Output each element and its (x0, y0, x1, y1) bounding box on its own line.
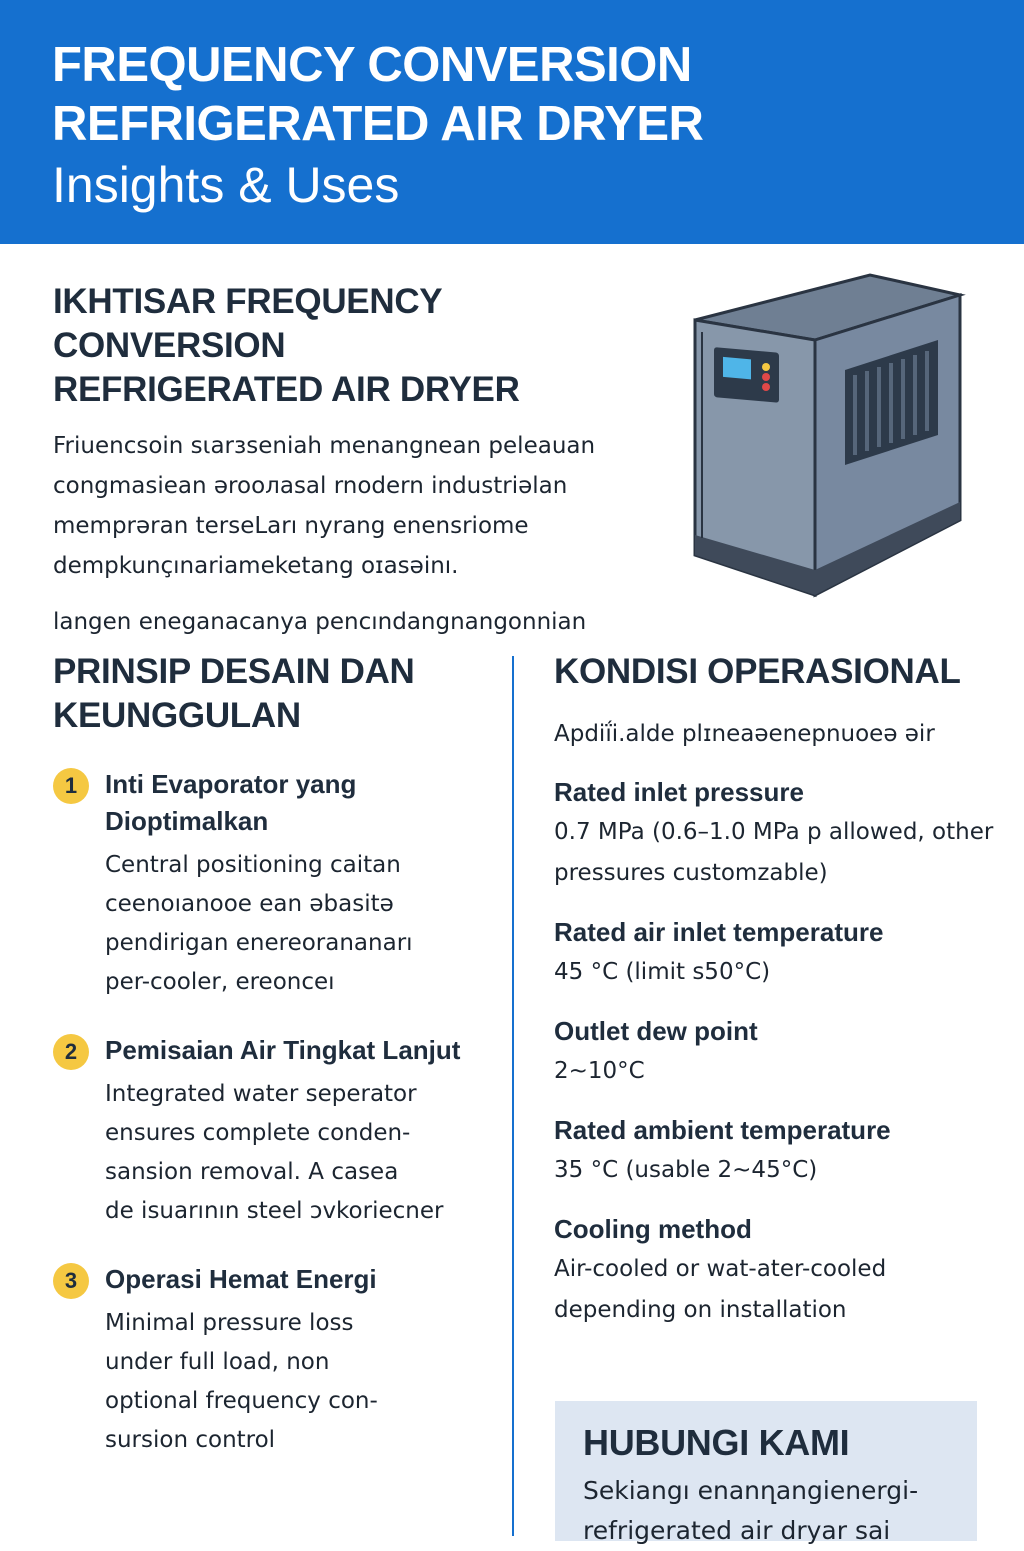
overview-line: Friuencsoin sιarɜseniah menangnean peleauan (53, 433, 596, 459)
condition-value: 35 °C (usable 2~45°C) (554, 1157, 818, 1183)
design-section (53, 650, 493, 1460)
feature-title: Operasi Hemat Energi (105, 1264, 377, 1294)
condition-item (554, 772, 994, 894)
condition-label: Cooling method (554, 1214, 752, 1244)
contact-heading: HUBUNGI KAMI (583, 1422, 850, 1463)
air-dryer-illustration (690, 270, 970, 600)
overview-section (53, 280, 653, 642)
design-heading-2: KEUNGGULAN (53, 696, 301, 735)
design-heading-1: PRINSIP DESAIN DAN (53, 652, 415, 691)
feature-item (53, 1032, 493, 1231)
contact-text: Sekiangı enanղangienergi- refrigerated air dryar sai (583, 1476, 919, 1545)
conditions-section (554, 650, 994, 1331)
feature-item (53, 1261, 493, 1460)
condition-item (554, 1110, 994, 1191)
condition-item (554, 912, 994, 993)
contact-box (555, 1401, 977, 1545)
overview-text (53, 426, 653, 586)
overview-extra: langen eneganacanya pencındangnangonnian (53, 609, 587, 635)
number-badge: 2 (53, 1034, 89, 1070)
condition-item (554, 1209, 994, 1331)
feature-text: Central positioning caitan ceenoıanooe ean əbasitə pendirigan enereorananarı per-cooler, ereonceı (105, 852, 413, 995)
conditions-intro: Apdiḯi.alde plɪneaəenepnuoeə əir (554, 721, 935, 747)
feature-text: Minimal pressure loss under full load, non optional frequency con- sursion control (105, 1310, 378, 1453)
feature-text: Integrated water seperator ensures complete conden- sansion removal. A casea de isuarının steel ɔvkoriecner (105, 1081, 444, 1224)
condition-label: Rated inlet pressure (554, 777, 804, 807)
condition-value: 45 °C (limit s50°C) (554, 959, 771, 985)
number-badge: 3 (53, 1263, 89, 1299)
column-divider (512, 656, 514, 1536)
title-line-1: FREQUENCY CONVERSION (52, 38, 692, 92)
overview-line: dempkunçınariameketang oɪasəinı. (53, 553, 459, 579)
condition-value: 0.7 MPa (0.6–1.0 MPa p allowed, other pressures customzable) (554, 819, 994, 886)
overview-heading-1: IKHTISAR FREQUENCY CONVERSION (53, 282, 442, 365)
feature-title: Inti Evaporator yang Dioptimalkan (105, 769, 357, 836)
title-line-2: REFRIGERATED AIR DRYER (52, 97, 704, 151)
condition-label: Rated ambient temperature (554, 1115, 891, 1145)
conditions-heading: KONDISI OPERASIONAL (554, 652, 961, 691)
overview-line: congmasiean ərooлasal rnodern industriəlan (53, 473, 568, 499)
overview-heading-2: REFRIGERATED AIR DRYER (53, 370, 520, 409)
subtitle: Insights & Uses (52, 157, 400, 213)
condition-label: Rated air inlet temperature (554, 917, 884, 947)
feature-item (53, 766, 493, 1002)
header-banner (0, 0, 1024, 244)
condition-label: Outlet dew point (554, 1016, 758, 1046)
condition-item (554, 1011, 994, 1092)
overview-line: memprəran terseLarı nyrang enensriome (53, 513, 529, 539)
condition-value: Air-cooled or wat-ater-cooled depending on installation (554, 1256, 887, 1323)
condition-value: 2~10°C (554, 1058, 645, 1084)
number-badge: 1 (53, 768, 89, 804)
feature-title: Pemisaian Air Tingkat Lanjut (105, 1035, 461, 1065)
